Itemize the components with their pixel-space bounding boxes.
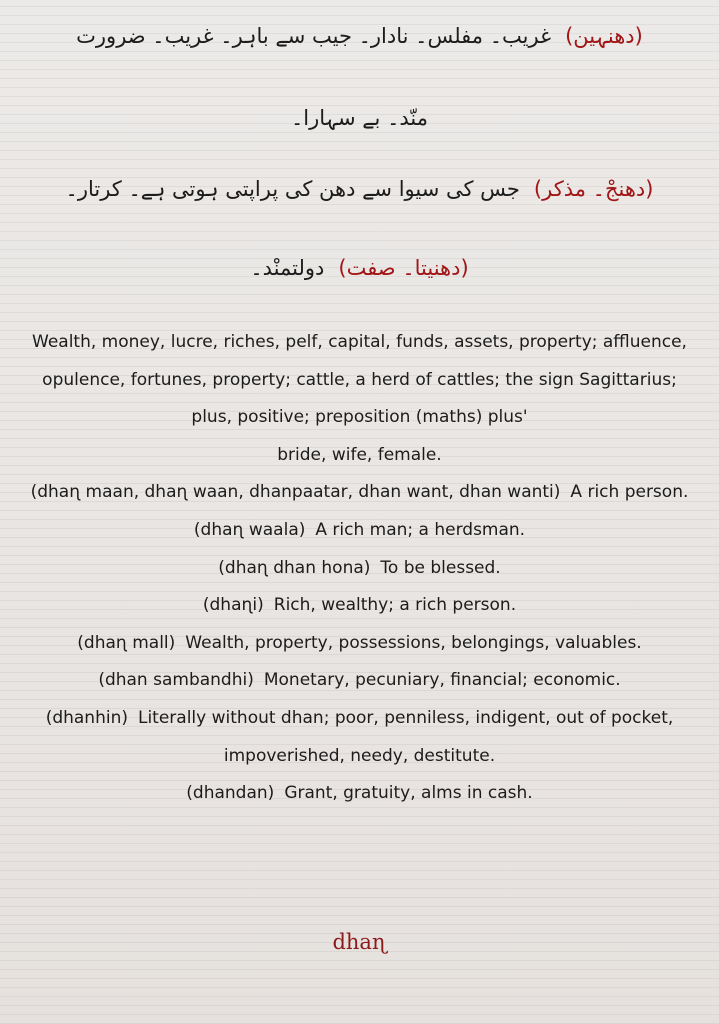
english-entry-text: plus, positive; preposition (maths) plus' (191, 407, 528, 428)
english-entry-text: Monetary, pecuniary, financial; economic. (263, 670, 621, 691)
headword-footer: dhaɳ (332, 930, 387, 954)
urdu-term-3: (دھنجْ۔ مذکر) (533, 177, 654, 201)
urdu-line-4 (0, 256, 719, 280)
urdu-line-3 (0, 177, 719, 201)
urdu-definition-2: منّد۔ بے سہارا۔ (291, 106, 428, 130)
english-entry-text: Rich, wealthy; a rich person. (273, 595, 517, 616)
english-entry (8, 775, 711, 813)
english-entry (8, 512, 711, 550)
english-entry-text: Wealth, property, possessions, belongings, valuables. (185, 632, 642, 653)
english-entry-term: (dhanhin) (45, 707, 128, 728)
urdu-definition-1: غریب۔ مفلس۔ نادار۔ جیب سے باہر۔ غریب۔ ضرورت (76, 24, 552, 48)
english-entry-term: (dhaɳ mall) (77, 632, 176, 653)
urdu-term-1: (دھنہین) (565, 24, 643, 48)
english-entry (8, 625, 711, 663)
english-entry-term: (dhaɳi) (202, 595, 264, 616)
english-entry-text: A rich person. (570, 482, 689, 503)
english-entry-text: Literally without dhan; poor, penniless, indigent, out of pocket, impoverished, needy, destitute. (137, 707, 674, 766)
english-entry (8, 324, 711, 399)
english-entry-term: (dhandan) (186, 783, 275, 804)
english-entry (8, 399, 711, 437)
english-entry-term: (dhaɳ dhan hona) (218, 557, 371, 578)
english-entry (8, 550, 711, 588)
english-definitions (8, 324, 711, 813)
english-entry-text: Grant, gratuity, alms in cash. (284, 783, 533, 804)
english-entry-term: (dhaɳ maan, dhaɳ waan, dhanpaatar, dhan want, dhan wanti) (30, 482, 561, 503)
english-entry-text: To be blessed. (380, 557, 501, 578)
urdu-definition-4: دولتمنْد۔ (250, 256, 325, 280)
urdu-term-4: (دھنیتا۔ صفت) (338, 256, 469, 280)
english-entry (8, 662, 711, 700)
english-entry-term: (dhaɳ waala) (193, 519, 306, 540)
english-entry (8, 587, 711, 625)
english-entry (8, 474, 711, 512)
urdu-line-1 (0, 24, 719, 48)
english-entry-text: Wealth, money, lucre, riches, pelf, capital, funds, assets, property; affluence, opulence, fortunes, property; cattle, a herd of cattles; the sign Sagittarius; (32, 332, 687, 390)
english-entry-term: (dhan sambandhi) (98, 670, 254, 691)
urdu-definition-3: جس کی سیوا سے دھن کی پراپتی ہوتی ہے۔ کرتار۔ (65, 177, 520, 201)
english-entry-text: A rich man; a herdsman. (315, 519, 526, 540)
urdu-line-2 (0, 106, 719, 130)
english-entry (8, 700, 711, 775)
english-entry-text: bride, wife, female. (277, 444, 442, 465)
english-entry (8, 437, 711, 475)
